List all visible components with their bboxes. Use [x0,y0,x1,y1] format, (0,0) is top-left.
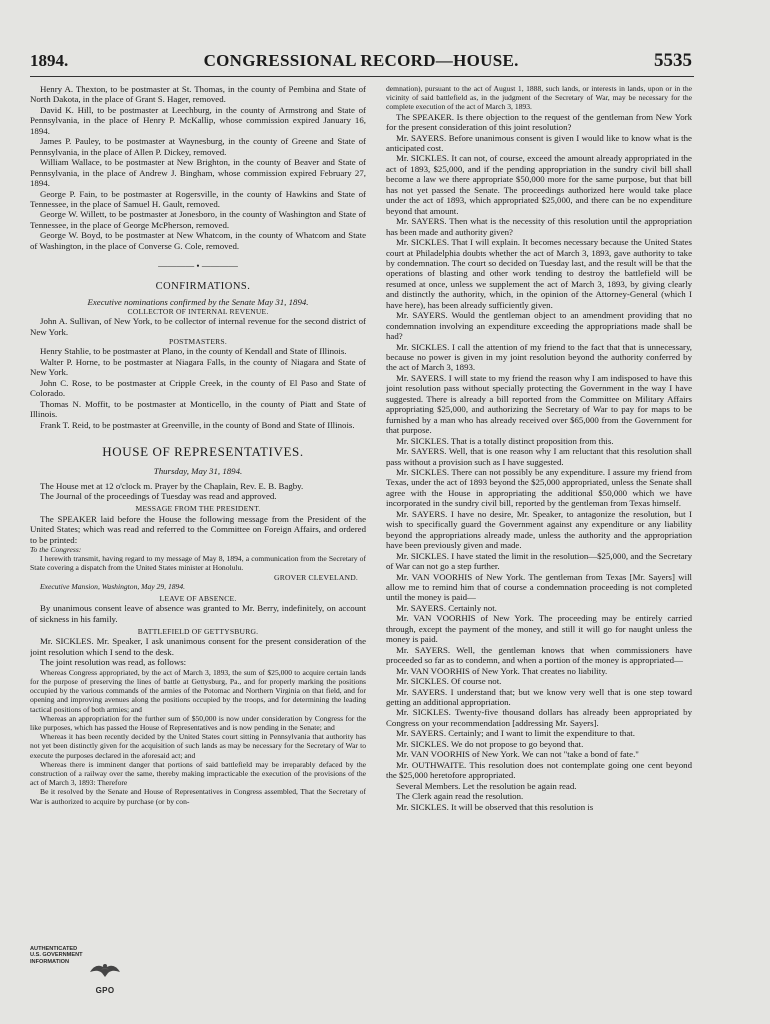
nomination-paragraph: James P. Pauley, to be postmaster at Waynesburg, in the county of Greene and State of Pennsylvania, in the place of Allen P. Dickey, removed. [30,136,366,157]
debate-paragraph: Mr. SAYERS. I will state to my friend the reason why I am indisposed to have this joint resolution pass without specially protecting the Government in the way I have suggested. There is already a bill reported from the Committee on Military Affairs appropriating $25,000, and authorizing the Secretary of War to pay for maps to be furnished by a man who has already received over $65,000 from the Government for that purpose. [386,372,692,436]
opening-text: The House met at 12 o'clock m. Prayer by the Chaplain, Rev. E. B. Bagby. [40,480,304,491]
resolution-paragraph: Be it resolved by the Senate and House of Representatives in Congress assembled, That the Secretary of War is authorized to acquire by purchase (or by con- [30,787,366,806]
message-text: The SPEAKER laid before the House the following message from the President of the United States; which was read and referred to the Committee on Foreign Affairs, and ordered to be printed: [30,513,366,545]
collector-text: John A. Sullivan, of New York, to be collector of internal revenue for the second district of New York. [30,316,366,337]
nominations-list [30,84,366,251]
nomination-paragraph: David K. Hill, to be postmaster at Leechburg, in the county of Armstrong and State of Pennsylvania, in the place of Henry P. McKallip, whose commission expired January 16, 1894. [30,104,366,136]
debate-paragraph: Mr. SICKLES. That I will explain. It becomes necessary because the United States court at Philadelphia doubts whether the act of March 3, 1893, gave authority to take by condemnation. The court so decided on Tuesday last, and the result will be that the operations of blasting and other work tending to destroy the battlefield will be resumed at once, unless we supplement the act of March 3, 1893, by giving clearly and distinctly the authority, which, in the opinion of the Attorney-General (which I have here), has been already sufficiently given. [386,237,692,310]
debate-paragraph: Mr. SAYERS. Well, the gentleman knows that when commissioners have proceeded so far as to condemn, and when a portion of the money is appropriated— [386,644,692,666]
house-heading: HOUSE OF REPRESENTATIVES. [102,444,304,460]
resolution-read: The joint resolution was read, as follows: [40,657,187,668]
signature: GROVER CLEVELAND. [274,572,358,582]
resolution-paragraph: Whereas there is imminent danger that portions of said battlefield may be irreparably defaced by the construction of a railway over the same, thereby making impracticable the execution of the provisions of the act of March 3, 1893: Therefore [30,759,366,788]
debate-paragraph: Mr. VAN VOORHIS of New York. We can not "take a bond of fate." [396,749,639,760]
resolution-paragraph: Whereas Congress appropriated, by the act of March 3, 1893, the sum of $25,000 to acquire certain lands for the purpose of preserving the lines of battle at Gettysburg, Pa., and for properly marking the positions occupied by the various commands of the armies of the Potomac and Northern Virginia on that field, and for opening and improving avenues along the positions occupied by the troops, and for determining the leading tactical positions of both armies; and [30,667,366,714]
resolution-text [30,668,366,806]
journal-text: The Journal of the proceedings of Tuesday was read and approved. [40,491,277,501]
mansion-line: Executive Mansion, Washington, May 29, 1894. [40,581,186,591]
debate-paragraph: Mr. SAYERS. Would the gentleman object to an amendment providing that no condemnation involving an expenditure exceeding the appropriations made shall be had? [386,310,692,342]
debate-paragraph: Several Members. Let the resolution be again read. [396,780,577,791]
leave-heading: LEAVE OF ABSENCE. [159,594,237,604]
debate-paragraph: Mr. SAYERS. Certainly; and I want to limit the expenditure to that. [396,728,635,739]
leave-text: By unanimous consent leave of absence was granted to Mr. Berry, indefinitely, on account of sickness in his family. [30,603,366,624]
postmasters-heading: POSTMASTERS. [169,337,227,347]
section-divider: ———— • ———— [158,261,238,272]
postmaster-paragraph: Frank T. Reid, to be postmaster at Greenville, in the county of Bond and State of Illinois. [40,419,355,430]
debate-text [386,84,692,812]
nomination-paragraph: George W. Willett, to be postmaster at Jonesboro, in the county of Washington and State of Tennessee, in the place of George McPherson, removed. [30,209,366,230]
postmaster-paragraph: Walter P. Horne, to be postmaster at Niagara Falls, in the county of Niagara and State of New York. [30,356,366,378]
nomination-paragraph: Henry A. Thexton, to be postmaster at St. Thomas, in the county of Pembina and State of North Dakota, in the place of Grant S. Hager, removed. [30,84,366,105]
confirmations-heading: CONFIRMATIONS. [155,280,251,292]
nomination-paragraph: George W. Boyd, to be postmaster at New Whatcom, in the county of Whatcom and State of Washington, in the place of Converse G. Cole, removed. [30,230,366,251]
debate-paragraph: The Clerk again read the resolution. [396,791,524,802]
debate-paragraph: The SPEAKER. Is there objection to the request of the gentleman from New York for the present consideration of this joint resolution? [386,111,692,133]
postmaster-paragraph: Thomas N. Moffit, to be postmaster at Monticello, in the county of Piatt and State of Illinois. [30,398,366,420]
debate-paragraph: Mr. SICKLES. It will be observed that this resolution is [396,801,594,812]
gpo-abbreviation: GPO [95,986,115,995]
header-year: 1894. [30,51,69,70]
message-body: I herewith transmit, having regard to my message of May 8, 1894, a communication from the Secretary of State covering a dispatch from the United States minister at Honolulu. [30,554,366,573]
resolution-paragraph: Whereas it has been recently decided by the United States court sitting in Pennsylvania that authority has not yet been distinctly given for the acquisition of such lands as may be necessary for the Secretary of War to execute the purposes declared in the aforesaid act; and [30,732,366,760]
postmaster-paragraph: John C. Rose, to be postmaster at Cripple Creek, in the county of El Paso and State of Colorado. [30,377,366,399]
postmaster-paragraph: Henry Stahlie, to be postmaster at Plano, in the county of Kendall and State of Illinois. [40,346,347,357]
gpo-eagle-seal-icon [86,956,124,994]
collector-heading: COLLECTOR OF INTERNAL REVENUE. [127,307,269,317]
debate-paragraph: Mr. SAYERS. I understand that; but we know very well that is one step toward getting an additional appropriation. [386,686,692,707]
debate-paragraph: Mr. VAN VOORHIS of New York. The proceeding may be entirely carried through, except the payment of the money, and still it will go for naught unless the money is paid. [386,613,692,645]
gpo-authentication-text: AUTHENTICATED U.S. GOVERNMENT INFORMATION [30,946,83,965]
resolution-paragraph: Whereas an appropriation for the further sum of $50,000 is now under consideration by Congress for the like purposes, which has passed the House of Representatives and is now pending in the Senate; and [30,713,366,732]
debate-paragraph: Mr. OUTHWAITE. This resolution does not contemplate going one cent beyond the $25,000 heretofore appropriated. [386,759,692,781]
battlefield-heading: BATTLEFIELD OF GETTYSBURG. [137,627,259,637]
debate-paragraph: Mr. SICKLES. We do not propose to go beyond that. [396,738,584,749]
postmasters-list [30,346,366,430]
debate-paragraph: Mr. SAYERS. Then what is the necessity of this resolution until the appropriation has been made and authority given? [386,216,692,237]
debate-paragraph: Mr. SAYERS. Well, that is one reason why I am reluctant that this resolution shall pass without a provision such as I have suggested. [386,446,692,467]
debate-paragraph: Mr. SAYERS. I have no desire, Mr. Speaker, to antagonize the resolution, but I wish to specifically guard the Government against any expenditure or any liability beyond the appropriations already made, unless the authority and the appropriation have been previously given and made. [386,508,692,551]
debate-paragraph: Mr. VAN VOORHIS of New York. That creates no liability. [396,665,608,676]
debate-paragraph: Mr. SAYERS. Before unanimous consent is given I would like to know what is the anticipated cost. [386,132,692,153]
debate-paragraph: Mr. SICKLES. There can not possibly be any expenditure. I assure my friend from Texas, under the act of 1893 beyond the $25,000 appropriated, unless the Senate shall agree with the House in appropriating the additional $50,000 which we have incorporated in the sundry civil bill, reported by the gentleman from Texas himself. [386,467,692,509]
message-heading: MESSAGE FROM THE PRESIDENT. [135,504,261,514]
sickles-request: Mr. SICKLES. Mr. Speaker, I ask unanimous consent for the present consideration of the joint resolution which I send to the desk. [30,636,366,657]
confirmations-subheading: Executive nominations confirmed by the Senate May 31, 1894. [87,296,309,307]
right-column [386,84,692,940]
debate-paragraph: Mr. SICKLES. It can not, of course, exceed the amount already appropriated in the act of 1893, $25,000, and if the pending appropriation in the sundry civil bill shall become a law we there appropriate $50,000 more for the same purpose, but that bill has not yet passed the Senate. The proceedings authorized here would take place under the act of 1893, which appropriated $25,000, and there can be no expenditure beyond that amount. [386,153,692,216]
header-page-number: 5535 [653,50,692,71]
debate-paragraph: Mr. SICKLES. That is a totally distinct proposition from this. [396,435,614,446]
debate-paragraph: Mr. SICKLES. Of course not. [396,676,502,687]
to-congress: To the Congress: [30,545,82,555]
date-line: Thursday, May 31, 1894. [153,466,243,477]
nomination-paragraph: George P. Fain, to be postmaster at Rogersville, in the county of Hawkins and State of Tennessee, in the place of Samuel H. Gault, removed. [30,188,366,209]
gpo-authentication-logo [30,944,126,1004]
left-column [30,84,366,950]
header-rule [30,76,694,77]
debate-paragraph: demnation), pursuant to the act of August 1, 1888, such lands, or interests in lands, upon or in the vicinity of said battlefield as, in the judgment of the Secretary of War, may be necessary for the complete execution of the act of March 3, 1893. [386,84,692,112]
debate-paragraph: Mr. SAYERS. Certainly not. [396,602,497,613]
debate-paragraph: Mr. VAN VOORHIS of New York. The gentleman from Texas [Mr. Sayers] will allow me to remind him that of course a condemnation proceeding is not completed until the money is paid— [386,571,692,603]
nomination-paragraph: William Wallace, to be postmaster at New Brighton, in the county of Beaver and State of Pennsylvania, in the place of Andrew J. Bingham, whose commission expired February 27, 1894. [30,157,366,189]
header-title: CONGRESSIONAL RECORD—HOUSE. [203,51,519,70]
debate-paragraph: Mr. SICKLES. I have stated the limit in the resolution—$25,000, and the Secretary of War can not go a step further. [386,550,692,572]
debate-paragraph: Mr. SICKLES. Twenty-five thousand dollars has already been appropriated by Congress on your recommendation [addressing Mr. Sayers]. [386,707,692,728]
debate-paragraph: Mr. SICKLES. I call the attention of my friend to the fact that that is unnecessary, because no power is given in my joint resolution beyond the authority conferred by the act of March 3, 1893. [386,341,692,373]
page-header [30,50,692,76]
